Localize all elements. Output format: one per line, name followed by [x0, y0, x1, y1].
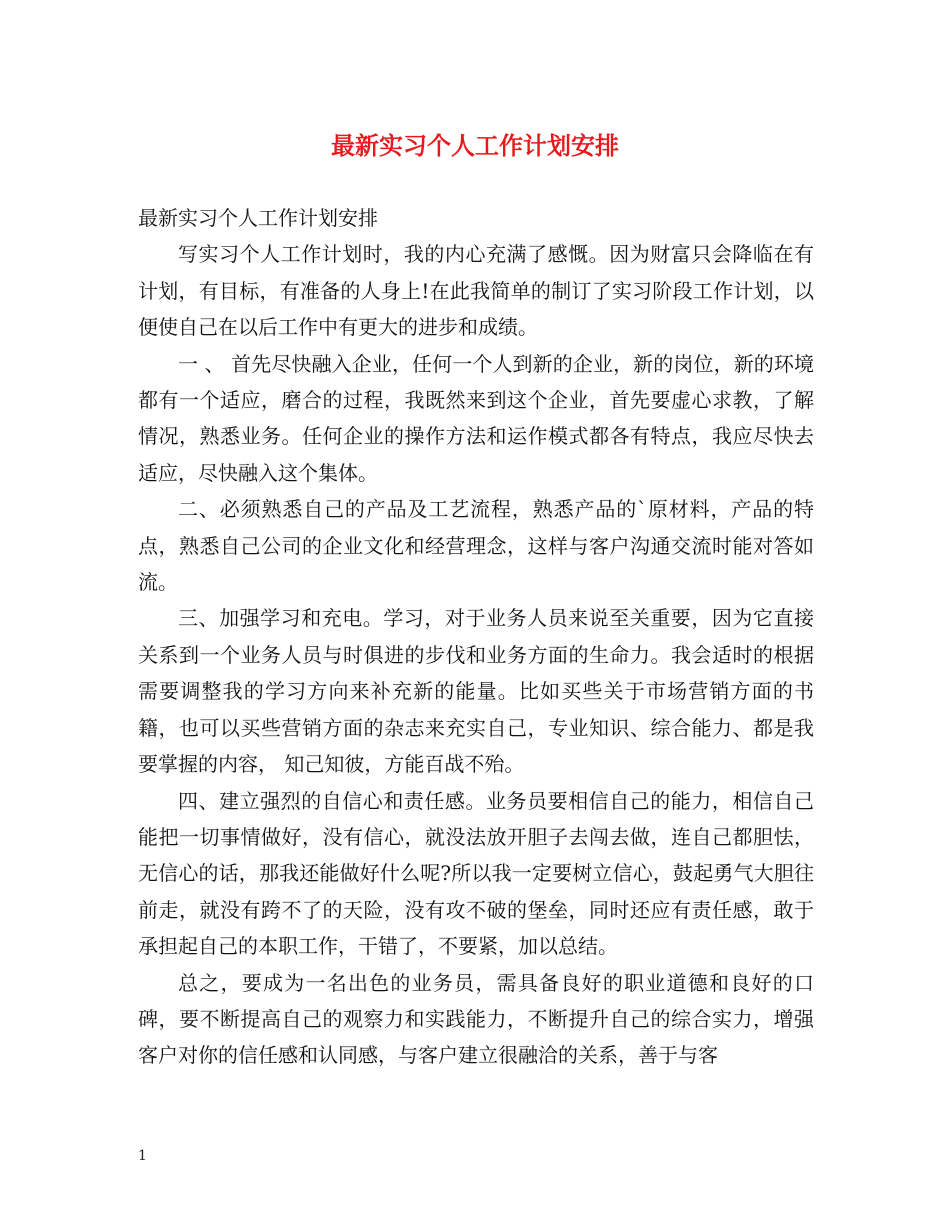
document-subtitle: 最新实习个人工作计划安排: [138, 206, 378, 230]
paragraph-4: 四、建立强烈的自信心和责任感。业务员要相信自己的能力，相信自己能把一切事情做好，没有信心，就没法放开胆子去闯去做，连自己都胆怯，无信心的话，那我还能做好什么呢?所以我一定要树立信心，鼓起勇气大胆往前走，就没有跨不了的天险，没有攻不破的堡垒，同时还应有责任感，敢于承担起自己的本职工作，干错了，不要紧，加以总结。: [138, 788, 814, 959]
paragraph-2: 二、必须熟悉自己的产品及工艺流程，熟悉产品的`原材料，产品的特点，熟悉自己公司的企业文化和经营理念，这样与客户沟通交流时能对答如流。: [138, 497, 814, 595]
document-title: 最新实习个人工作计划安排: [331, 131, 619, 160]
page-number: 1: [138, 1148, 147, 1164]
paragraph-3: 三、加强学习和充电。学习，对于业务人员来说至关重要，因为它直接关系到一个业务人员与时俱进的步伐和业务方面的生命力。我会适时的根据需要调整我的学习方向来补充新的能量。比如买些关于市场营销方面的书籍，也可以买些营销方面的杂志来充实自己，专业知识、综合能力、都是我要掌握的内容， 知己知彼，方能百战不殆。: [138, 606, 814, 777]
paragraph-intro: 写实习个人工作计划时，我的内心充满了感慨。因为财富只会降临在有计划，有目标，有准备的人身上!在此我简单的制订了实习阶段工作计划，以便使自己在以后工作中有更大的进步和成绩。: [138, 242, 814, 340]
paragraph-summary: 总之，要成为一名出色的业务员，需具备良好的职业道德和良好的口碑，要不断提高自己的观察力和实践能力，不断提升自己的综合实力，增强客户对你的信任感和认同感，与客户建立很融洽的关系，善于与客: [138, 970, 814, 1068]
document-body: [138, 200, 814, 1074]
paragraph-1: 一 、 首先尽快融入企业，任何一个人到新的企业，新的岗位，新的环境都有一个适应，磨合的过程，我既然来到这个企业，首先要虚心求教，了解情况，熟悉业务。任何企业的操作方法和运作模式都各有特点，我应尽快去适应，尽快融入这个集体。: [138, 351, 814, 485]
